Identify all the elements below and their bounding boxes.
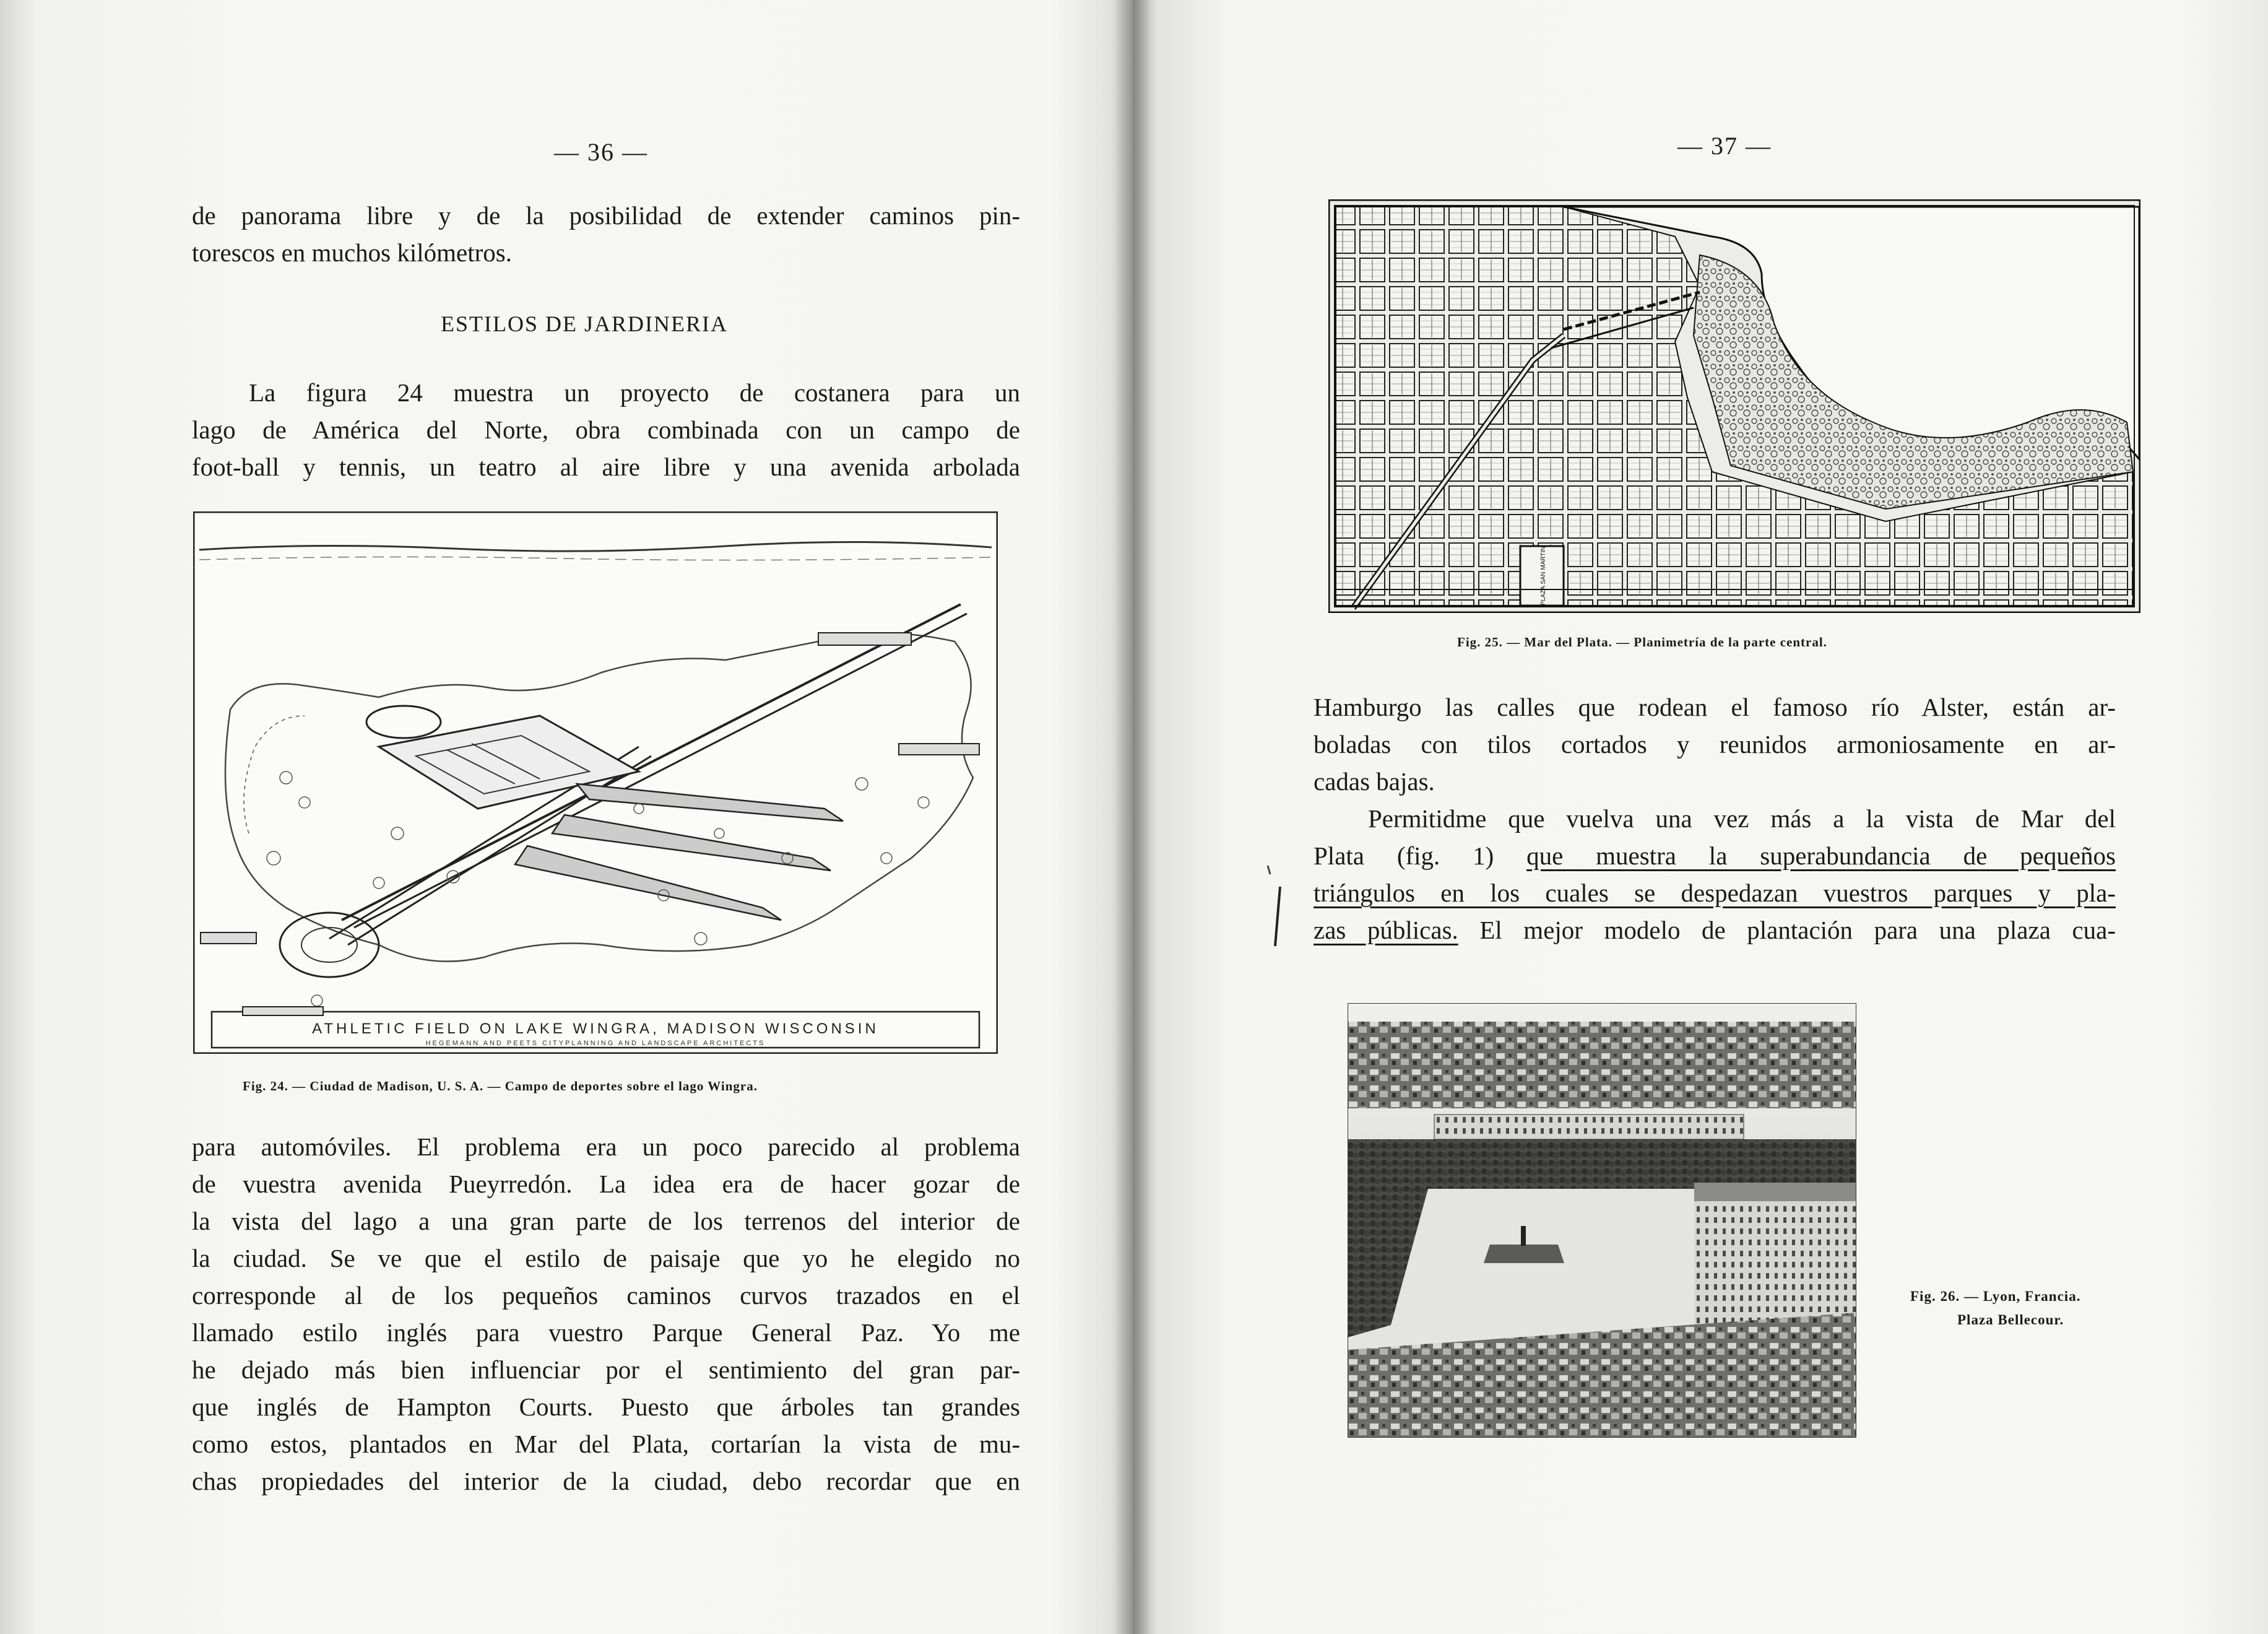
figure-25-map xyxy=(1328,199,2140,613)
underlined-text: triángulos en los cuales se despedazan vuestros parques y pla- xyxy=(1314,879,2116,907)
figure-26-caption-line-1: Fig. 26. — Lyon, Francia. xyxy=(1910,1289,2081,1304)
paragraph-mar-del-plata xyxy=(1314,800,2116,949)
figure-24-title: ATHLETIC FIELD ON LAKE WINGRA, MADISON WISCONSIN xyxy=(312,1020,879,1037)
text-line: chas propiedades del interior de la ciudad, debo recordar que en xyxy=(192,1467,1020,1495)
paragraph-figure-24-intro xyxy=(192,374,1020,485)
figure-24-drawing xyxy=(193,511,998,1054)
text-line xyxy=(1314,874,2116,911)
figure-25-caption: Fig. 25. — Mar del Plata. — Planimetría de la parte central. xyxy=(1457,635,1827,650)
page-number-36: — 36 — xyxy=(554,138,648,166)
text-segment: Plata (fig. 1) xyxy=(1314,841,1527,870)
figure-26-photo xyxy=(1348,1003,1856,1438)
text-line: he dejado más bien influenciar por el sentimiento del gran par- xyxy=(192,1355,1020,1384)
text-line: boladas con tilos cortados y reunidos armoniosamente en ar- xyxy=(1314,730,2116,758)
left-page xyxy=(0,0,1133,1634)
figure-25-city-plan xyxy=(1328,199,2140,613)
page-number-37: — 37 — xyxy=(1677,132,1772,160)
text-line: cadas bajas. xyxy=(1314,767,1435,796)
figure-24-athletic-field xyxy=(193,511,998,1054)
text-segment: El mejor modelo de plantación para una plaza cua- xyxy=(1458,916,2116,944)
paragraph-avenida xyxy=(192,1128,1020,1500)
book-gutter xyxy=(1114,0,1151,1634)
figure-26-lyon-photo xyxy=(1348,1003,1856,1438)
intro-paragraph xyxy=(192,197,1020,271)
figure-24-subtitle: HEGEMANN AND PEETS CITYPLANNING AND LANDSCAPE ARCHITECTS xyxy=(425,1040,766,1047)
text-line: que inglés de Hampton Courts. Puesto que árboles tan grandes xyxy=(192,1393,1020,1421)
section-heading: ESTILOS DE JARDINERIA xyxy=(441,311,728,336)
text-line: la ciudad. Se ve que el estilo de paisaje que yo he elegido no xyxy=(192,1244,1020,1272)
figure-24-caption: Fig. 24. — Ciudad de Madison, U. S. A. — Campo de deportes sobre el lago Wingra. xyxy=(243,1079,758,1093)
text-line: de panorama libre y de la posibilidad de extender caminos pin- xyxy=(192,201,1020,230)
underlined-text: zas públicas. xyxy=(1314,916,1458,944)
text-line: torescos en muchos kilómetros. xyxy=(192,238,512,267)
text-line: de vuestra avenida Pueyrredón. La idea era de hacer gozar de xyxy=(192,1170,1020,1198)
text-line: Permitidme que vuelva una vez más a la vista de Mar del xyxy=(1368,804,2116,833)
text-line: corresponde al de los pequeños caminos curvos trazados en el xyxy=(192,1281,1020,1310)
text-line: la vista del lago a una gran parte de los terrenos del interior de xyxy=(192,1207,1020,1235)
text-line: Hamburgo las calles que rodean el famoso río Alster, están ar- xyxy=(1314,693,2116,721)
text-line: lago de América del Norte, obra combinada con un campo de xyxy=(192,415,1020,444)
paragraph-hamburgo xyxy=(1314,689,2116,800)
text-line: foot-ball y tennis, un teatro al aire libre y una avenida arbolada xyxy=(192,453,1020,481)
text-line: como estos, plantados en Mar del Plata, cortarían la vista de mu- xyxy=(192,1430,1020,1458)
text-line xyxy=(1314,911,2116,949)
margin-pencil-mark xyxy=(1263,861,1288,947)
plaza-san-martin-label: PLAZA SAN MARTIN xyxy=(1540,546,1547,606)
text-line: llamado estilo inglés para vuestro Parque General Paz. Yo me xyxy=(192,1318,1020,1347)
text-line: La figura 24 muestra un proyecto de costanera para un xyxy=(249,378,1020,407)
figure-26-caption-line-2: Plaza Bellecour. xyxy=(1957,1312,2064,1328)
right-page xyxy=(1133,0,2268,1634)
text-line: para automóviles. El problema era un poco parecido al problema xyxy=(192,1132,1020,1161)
underlined-text: que muestra la superabundancia de pequeños xyxy=(1526,841,2116,870)
text-line xyxy=(1314,837,2116,874)
